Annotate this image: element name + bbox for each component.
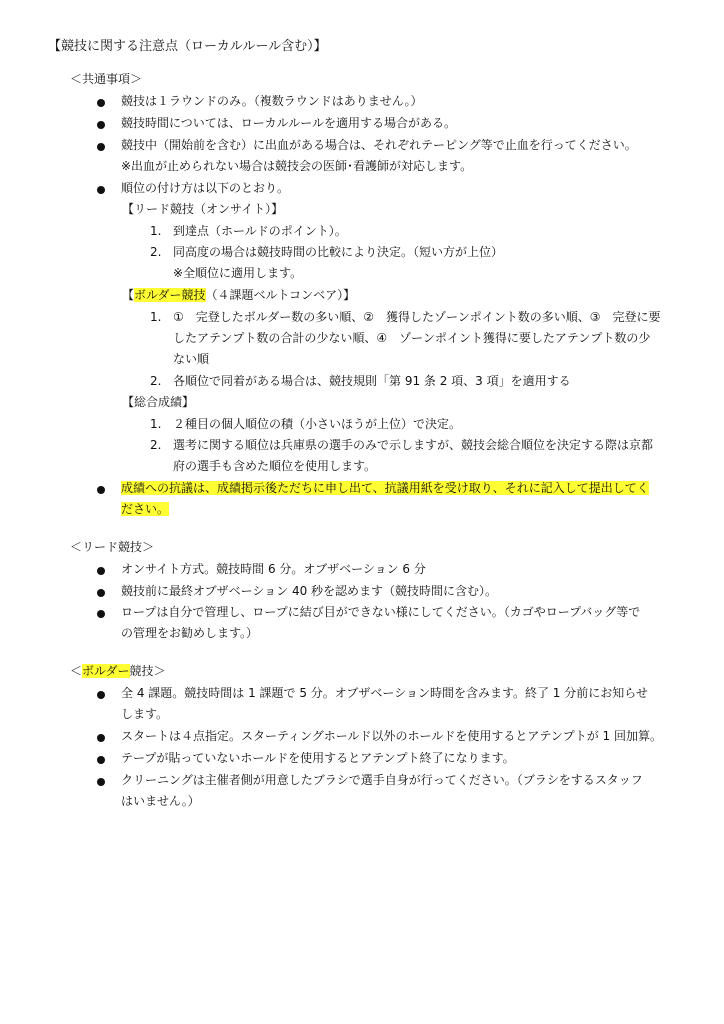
common-bullet-1: 競技は１ラウンドのみ。（複数ラウンドはありません。） bbox=[121, 94, 423, 108]
page-title: 【競技に関する注意点（ローカルルール含む）】 bbox=[48, 39, 327, 54]
heading-suffix: 競技＞ bbox=[129, 664, 166, 678]
list-number: 2. bbox=[150, 245, 162, 259]
highlighted-text: 成績への抗議は、成績掲示後ただちに申し出て、抗議用紙を受け取り、それに記入して提出してく bbox=[121, 481, 649, 495]
lead-bullet-3-line-2: の管理をお勧めします。） bbox=[121, 626, 259, 640]
lead-heading: ＜リード競技＞ bbox=[70, 540, 155, 554]
heading-suffix: （４課題ベルトコンベア）】 bbox=[205, 288, 356, 302]
total-ranking-heading: 【総合成績】 bbox=[122, 395, 195, 409]
boulder-ranking-heading bbox=[122, 287, 355, 304]
list-number: 1. bbox=[150, 224, 162, 238]
bullet-icon bbox=[97, 589, 105, 597]
lead-ranking-item-1: 到達点（ホールドのポイント）。 bbox=[173, 224, 347, 238]
total-ranking-item-2-line-2: 府の選手も含めた順位を使用します。 bbox=[173, 459, 377, 473]
boulder-ranking-item-2: 各順位で同着がある場合は、競技規則「第 91 条 2 項、3 項」を適用する bbox=[173, 374, 571, 388]
bullet-icon bbox=[97, 691, 105, 699]
boulder-bullet-2: スタートは４点指定。スターティングホールド以外のホールドを使用するとアテンプトが 1 回加算。 bbox=[121, 729, 662, 743]
lead-ranking-item-2: 同高度の場合は競技時間の比較により決定。（短い方が上位） bbox=[173, 245, 504, 259]
bullet-icon bbox=[97, 186, 105, 194]
common-bullet-3-note: ※出血が止められない場合は競技会の医師･看護師が対応します。 bbox=[121, 159, 473, 173]
common-heading: ＜共通事項＞ bbox=[70, 72, 143, 86]
lead-ranking-heading: 【リード競技（オンサイト）】 bbox=[122, 202, 284, 216]
boulder-bullet-4-line-1: クリーニングは主催者側が用意したブラシで選手自身が行ってください。（ブラシをするスタッフ bbox=[121, 773, 643, 787]
boulder-heading bbox=[70, 663, 166, 680]
bracket-open: 【 bbox=[122, 288, 135, 302]
list-number: 1. bbox=[150, 417, 162, 431]
boulder-ranking-item-1-line-2: したアテンプト数の合計の少ない順、④ ゾーンポイント獲得に要したアテンプト数の少 bbox=[173, 331, 651, 345]
bullet-icon bbox=[97, 567, 105, 575]
highlighted-text: ださい。 bbox=[121, 502, 170, 516]
bullet-icon bbox=[97, 756, 105, 764]
lead-bullet-2: 競技前に最終オブザベーション 40 秒を認めます（競技時間に含む）。 bbox=[121, 584, 498, 598]
highlighted-text: ボルダー競技 bbox=[134, 288, 206, 302]
boulder-bullet-3: テープが貼っていないホールドを使用するとアテンプト終了になります。 bbox=[121, 751, 515, 765]
boulder-ranking-item-1-line-3: ない順 bbox=[173, 352, 210, 366]
boulder-bullet-1-line-1: 全 4 課題。競技時間は 1 課題で 5 分。オブザベーション時間を含みます。終了 1 分前にお知らせ bbox=[121, 686, 648, 700]
bullet-icon bbox=[97, 486, 105, 494]
bullet-icon bbox=[97, 734, 105, 742]
bracket-open: ＜ bbox=[70, 664, 83, 678]
list-number: 2. bbox=[150, 438, 162, 452]
bullet-icon bbox=[97, 778, 105, 786]
common-bullet-4: 順位の付け方は以下のとおり。 bbox=[121, 181, 290, 195]
bullet-icon bbox=[97, 99, 105, 107]
boulder-ranking-item-1-line-1: ① 完登したボルダー数の多い順、② 獲得したゾーンポイント数の多い順、③ 完登に要 bbox=[173, 310, 661, 324]
common-bullet-2: 競技時間については、ローカルルールを適用する場合がある。 bbox=[121, 116, 456, 130]
lead-bullet-3-line-1: ロープは自分で管理し、ロープに結び目ができない様にしてください。（カゴやロープバッグ等で bbox=[121, 605, 641, 619]
lead-bullet-1: オンサイト方式。競技時間 6 分。オブザベーション 6 分 bbox=[121, 562, 426, 576]
boulder-bullet-1-line-2: します。 bbox=[121, 707, 169, 721]
bullet-icon bbox=[97, 610, 105, 618]
bullet-icon bbox=[97, 121, 105, 129]
total-ranking-item-1: ２種目の個人順位の積（小さいほうが上位）で決定。 bbox=[173, 417, 462, 431]
highlighted-text: ボルダー bbox=[82, 664, 130, 678]
lead-ranking-note: ※全順位に適用します。 bbox=[173, 266, 303, 280]
common-bullet-3-line-1: 競技中（開始前を含む）に出血がある場合は、それぞれテーピング等で止血を行ってください。 bbox=[121, 138, 637, 152]
total-ranking-item-2-line-1: 選考に関する順位は兵庫県の選手のみで示しますが、競技会総合順位を決定する際は京都 bbox=[173, 438, 654, 452]
protest-notice-line-1 bbox=[121, 480, 649, 497]
bullet-icon bbox=[97, 143, 105, 151]
list-number: 1. bbox=[150, 310, 162, 324]
list-number: 2. bbox=[150, 374, 162, 388]
protest-notice-line-2 bbox=[121, 501, 169, 518]
boulder-bullet-4-line-2: はいません。） bbox=[121, 794, 200, 808]
